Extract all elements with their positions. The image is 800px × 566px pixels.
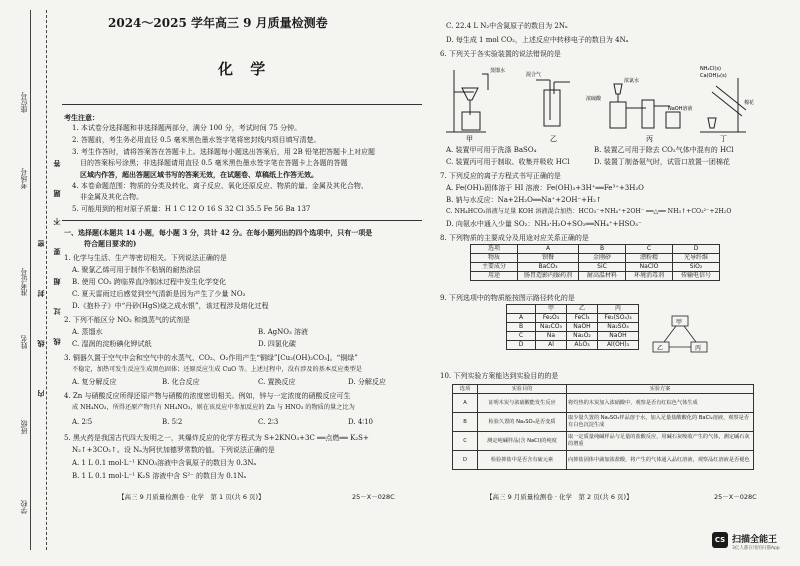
q9-cell: B bbox=[507, 323, 536, 332]
q4-stem: 4. Zn 与硝酸反应所得还原产物与硝酸的浓度密切相关。例如，锌与一定浓度的硝酸反应可生 bbox=[64, 392, 351, 400]
q1-opt-a: A. 聚氯乙烯可用于制作不粘锅的耐热涂层 bbox=[72, 266, 201, 274]
q5-opt-d: D. 每生成 1 mol CO₂，上述反应中转移电子的数目为 4Nₐ bbox=[446, 36, 629, 44]
q8-cell: D bbox=[673, 245, 720, 254]
q8-cell: BaCO₃ bbox=[518, 263, 579, 272]
q8-table bbox=[470, 244, 720, 281]
q2-opt-d: D. 四氯化碳 bbox=[258, 340, 296, 348]
q7-opt-a: A. Fe(OH)₃固体溶于 HI 溶液：Fe(OH)₃+3H⁺══Fe³⁺+3H₂O bbox=[446, 184, 644, 192]
q4-stem-b: 成 NH₄NO₃，所得还原产物只有 NH₄NO₃，则在该反应中参加反应的 Zn 与 HNO₃ 的物质的量之比为 bbox=[72, 404, 355, 411]
q7-opt-b: B. 钠与水反应：Na+2H₂O══Na⁺+2OH⁻+H₂↑ bbox=[446, 196, 602, 204]
q4-opt-c: C. 2∶3 bbox=[258, 418, 279, 426]
q1-opt-d: D.《抱朴子》中“丹砂(HgS)烧之成水银”，该过程涉及熔化过程 bbox=[72, 302, 269, 310]
q2-opt-a: A. 蒸馏水 bbox=[72, 328, 103, 336]
seal-char-3: 内 bbox=[37, 390, 45, 397]
inner-char-6: 线 bbox=[53, 338, 61, 345]
q9-cell: Na₂O₂ bbox=[567, 332, 598, 341]
q8-cell: 物质 bbox=[471, 254, 518, 263]
q10-cell: 检验久置的 Na₂SO₃是否变质 bbox=[478, 413, 567, 432]
q5-opt-c: C. 22.4 L N₂中含氮原子的数目为 2Nₐ bbox=[446, 22, 568, 30]
camscanner-watermark bbox=[710, 528, 798, 560]
tag-caoh2: Ca(OH)₂(s) bbox=[700, 73, 727, 79]
q6-apparatus-figure bbox=[446, 60, 762, 142]
q9-cell: Al₂O₃ bbox=[567, 341, 598, 350]
right-footer: 【高三 9 月质量检测卷 · 化学 第 2 页(共 6 页)】 bbox=[486, 493, 633, 501]
note-2: 2. 答题前，考生务必用直径 0.5 毫米黑色墨水签字笔将密封线内项目填写清楚。 bbox=[72, 136, 321, 144]
q8-cell: SiO₂ bbox=[673, 263, 720, 272]
test-tube-ding bbox=[716, 86, 746, 110]
note-4: 4. 本卷命题范围：物质的分类及转化、离子反应、氧化还原反应、物质的量、金属及其化合物、 bbox=[72, 182, 368, 190]
flask-bing bbox=[610, 102, 626, 128]
q5-opt-a: A. 1 L 0.1 mol·L⁻¹ KNO₃溶液中含氧原子的数目为 0.3Nₐ bbox=[72, 459, 257, 467]
subject-title: 化 学 bbox=[218, 60, 272, 78]
label-ding: 丁 bbox=[720, 135, 727, 142]
q10-cell: 取少量久置的 Na₂SO₃样品溶于水，加入足量盐酸酸化的 BaCl₂溶液，观察是否有白色沉淀生成 bbox=[567, 413, 754, 432]
q10-table bbox=[452, 384, 754, 470]
q5-opt-b: B. 1 L 0.1 mol·L⁻¹ K₂S 溶液中含 S²⁻ 的数目为 0.1Nₐ bbox=[72, 472, 247, 480]
q8-cell: 金刚砂 bbox=[579, 254, 626, 263]
q8-cell: 主要成分 bbox=[471, 263, 518, 272]
q3-stem-b: 不稳定，加热可发生反应生成黑色固体；还原反应生成 CuO 等。上述过程中，没有涉及的基本反应类型是 bbox=[72, 366, 362, 373]
q3-opt-b: B. 化合反应 bbox=[162, 378, 200, 386]
q5-stem-b: N₂↑+3CO₂↑。设 Nₐ为阿伏加德罗常数的值。下列说法正确的是 bbox=[72, 446, 275, 454]
q8-cell: 选项 bbox=[471, 245, 518, 254]
tag-nh4cl: NH₄Cl(s) bbox=[700, 66, 721, 72]
seal-char-0: 密 bbox=[37, 240, 45, 247]
inner-char-1: 题 bbox=[53, 190, 61, 197]
absorber-bing bbox=[666, 112, 680, 128]
q9-cell: Na bbox=[536, 332, 567, 341]
seal-char-1: 封 bbox=[37, 290, 45, 297]
q8-cell: 环境消毒剂 bbox=[626, 272, 673, 281]
q9-cell: 丙 bbox=[598, 305, 639, 314]
inner-char-3: 要 bbox=[53, 248, 61, 255]
node-bing: 丙 bbox=[695, 345, 702, 352]
table-row bbox=[507, 323, 639, 332]
q6-stem: 6. 下列关于各实验装置的说法错误的是 bbox=[440, 50, 561, 58]
q9-cell bbox=[507, 305, 536, 314]
seat-label: 座位号 bbox=[20, 92, 28, 113]
node-jia: 甲 bbox=[676, 319, 683, 326]
q8-cell: 用途 bbox=[471, 272, 518, 281]
q10-cell: 实验方案 bbox=[567, 385, 754, 394]
q9-row-header bbox=[507, 305, 639, 314]
q3-opt-a: A. 复分解反应 bbox=[72, 378, 117, 386]
table-row bbox=[453, 432, 754, 451]
q8-row-header bbox=[471, 245, 720, 254]
q10-row-header bbox=[453, 385, 754, 394]
left-footer-code: 25－X－028C bbox=[352, 493, 395, 501]
q2-stem: 2. 下列不能区分 NO₂ 和溴蒸气的试剂是 bbox=[64, 316, 191, 324]
funnel-jia bbox=[462, 88, 478, 100]
tag-cotton: 棉花 bbox=[744, 100, 755, 106]
q6-opt-b: B. 装置乙可用于除去 CO₂气体中混有的 HCl bbox=[594, 146, 734, 154]
q9-cell: Na₂CO₃ bbox=[536, 323, 567, 332]
label-bing: 丙 bbox=[646, 135, 653, 142]
tag-naoh: NaOH溶液 bbox=[668, 106, 693, 112]
q9-triangle-diagram bbox=[652, 314, 710, 354]
q9-cell: 乙 bbox=[567, 305, 598, 314]
table-row bbox=[453, 394, 754, 413]
tag-mixed-gas: 混合气 bbox=[526, 72, 542, 78]
q4-opt-b: B. 5∶2 bbox=[162, 418, 183, 426]
q8-cell: 漂粉精 bbox=[626, 254, 673, 263]
q10-cell: 实验目的 bbox=[478, 385, 567, 394]
camscanner-brand: 扫描全能王 bbox=[732, 535, 778, 545]
q10-cell: 检验抑盐中是否含有硫元素 bbox=[478, 451, 567, 470]
tag-conc-ammonia: 浓氯水 bbox=[624, 78, 640, 84]
q7-opt-d: D. 向氨水中通入少量 SO₂：NH₃·H₂O+SO₂══NH₄⁺+HSO₃⁻ bbox=[446, 220, 642, 228]
table-row bbox=[471, 272, 720, 281]
edge-jia-yi bbox=[664, 326, 676, 342]
q6-opt-a: A. 装置甲可用于洗涤 BaSO₄ bbox=[446, 146, 537, 154]
q8-cell: 肠胃造影内服药剂 bbox=[518, 272, 579, 281]
q8-cell: SiC bbox=[579, 263, 626, 272]
exam-title: 2024～2025 学年高三 9 月质量检测卷 bbox=[108, 16, 328, 30]
dropping-funnel-bing bbox=[614, 84, 622, 94]
q3-opt-d: D. 分解反应 bbox=[348, 378, 386, 386]
q7-opt-c: C. NH₄HCO₃溶液与足量 KOH 溶液混合加热：HCO₃⁻+NH₄⁺+2OH⁻ ══△══ NH₃↑+CO₃²⁻+2H₂O bbox=[446, 208, 732, 215]
binding-line-inner bbox=[46, 10, 47, 550]
note-1: 1. 本试卷分选择题和非选择题两部分，满分 100 分，考试时间 75 分钟。 bbox=[72, 124, 302, 132]
table-row bbox=[453, 413, 754, 432]
q8-cell: 传输电信号 bbox=[673, 272, 720, 281]
note-5: 5. 可能用到的相对原子质量：H 1 C 12 O 16 S 32 Cl 35.5 Fe 56 Ba 137 bbox=[72, 205, 311, 213]
binding-strip bbox=[0, 0, 60, 566]
note-3: 3. 考生作答时，请将答案答在答题卡上。选择题每小题选出答案后，用 2B 铅笔把答题卡上对应题 bbox=[72, 148, 375, 156]
inner-char-0: 答 bbox=[53, 160, 61, 167]
q8-cell: NaClO bbox=[626, 263, 673, 272]
q8-stem: 8. 下列物质的主要成分及用途对应关系正确的是 bbox=[440, 234, 589, 242]
q9-cell: Fe₂(SO₄)₃ bbox=[598, 314, 639, 323]
q3-stem: 3. 铜器久置于空气中会和空气中的水蒸气、CO₂、O₂作用产生“铜绿”[Cu₂(OH)₂CO₃]。“铜绿” bbox=[64, 354, 358, 362]
camscanner-subtitle: 3亿人都在用的扫描App bbox=[732, 546, 780, 551]
right-footer-code: 25－X－028C bbox=[714, 493, 757, 501]
q6-opt-c: C. 装置丙可用于制取、收集并吸收 HCl bbox=[446, 158, 570, 166]
bottle-yi bbox=[544, 90, 560, 126]
q8-cell: A bbox=[518, 245, 579, 254]
table-row bbox=[507, 341, 639, 350]
q8-cell: 光导纤维 bbox=[673, 254, 720, 263]
inner-char-4: 超 bbox=[53, 278, 61, 285]
q10-cell: A bbox=[453, 394, 478, 413]
school-label: 学校 bbox=[20, 500, 28, 514]
q9-table bbox=[506, 304, 639, 350]
seal-char-2: 线 bbox=[37, 340, 45, 347]
q8-cell: B bbox=[579, 245, 626, 254]
table-row bbox=[453, 451, 754, 470]
q5-stem: 5. 黑火药是我国古代四大发明之一，其爆炸反应的化学方程式为 S+2KNO₃+3C ══点燃══ K₂S+ bbox=[64, 434, 369, 442]
notes-top-rule bbox=[62, 104, 422, 105]
q1-stem: 1. 化学与生活、生产等密切相关。下列说法正确的是 bbox=[64, 254, 227, 262]
q9-cell: A bbox=[507, 314, 536, 323]
collector-bing bbox=[642, 100, 654, 128]
table-row bbox=[507, 314, 639, 323]
q10-cell: C bbox=[453, 432, 478, 451]
tag-distilled-water: 蒸馏水 bbox=[490, 68, 506, 74]
q10-cell: B bbox=[453, 413, 478, 432]
beaker-jia bbox=[462, 112, 480, 130]
q9-cell: 甲 bbox=[536, 305, 567, 314]
q7-stem: 7. 下列反应的离子方程式书写正确的是 bbox=[440, 172, 561, 180]
q8-cell: C bbox=[626, 245, 673, 254]
q9-stem: 9. 下列选项中的物质能按图示路径转化的是 bbox=[440, 294, 575, 302]
q10-cell: 取一定质量纯碱样品与足量的盐酸反应，用碱石灰吸收产生的气体，测定碱石灰的增重 bbox=[567, 432, 754, 451]
q4-opt-a: A. 2∶5 bbox=[72, 418, 93, 426]
inner-char-5: 过 bbox=[53, 308, 61, 315]
q10-cell: 测定纯碱样品(含 NaCl)的纯度 bbox=[478, 432, 567, 451]
q10-cell: 证明木炭与浓硝酸能发生反应 bbox=[478, 394, 567, 413]
note-3c: 区域内作答，超出答题区域书写的答案无效，在试题卷、草稿纸上作答无效。 bbox=[80, 170, 318, 179]
q10-stem: 10. 下列实验方案能达到实验目的的是 bbox=[440, 372, 559, 380]
lamp-ding bbox=[708, 118, 716, 128]
q1-opt-b: B. 使用 CO₂ 跨临界直冷制冰过程中发生化学变化 bbox=[72, 278, 226, 286]
q3-opt-c: C. 置换反应 bbox=[258, 378, 296, 386]
node-yi: 乙 bbox=[657, 345, 664, 352]
binding-line-outer bbox=[30, 10, 31, 550]
exam-no-label: 考场号 bbox=[20, 168, 28, 189]
notes-bottom-rule bbox=[62, 220, 422, 221]
q9-cell: Fe₂O₃ bbox=[536, 314, 567, 323]
q9-cell: NaOH bbox=[567, 323, 598, 332]
table-row bbox=[507, 332, 639, 341]
q10-cell: 选项 bbox=[453, 385, 478, 394]
q9-cell: Al bbox=[536, 341, 567, 350]
q8-cell: 耐高温材料 bbox=[579, 272, 626, 281]
q10-cell: 向抑盐固体中滴加浓盐酸，将产生的气体通入品红溶液，观察品红溶液是否褪色 bbox=[567, 451, 754, 470]
class-label: 班级 bbox=[20, 420, 28, 434]
q1-opt-c: C. 夏天雷雨过后感觉到空气清新是因为产生了少量 NO₂ bbox=[72, 290, 246, 298]
q2-opt-c: C. 湿润的淀粉碘化钾试纸 bbox=[72, 340, 152, 348]
section-1-heading: 一、选择题(本题共 14 小题，每小题 3 分，共计 42 分。在每小题列出的四个选项中，只有一项是 bbox=[64, 228, 373, 237]
wash-bottle-jia bbox=[482, 74, 488, 90]
q10-cell: 将灼热的木炭加入浓硝酸中，观察是否有红棕色气体生成 bbox=[567, 394, 754, 413]
id-label: 准考证号 bbox=[20, 268, 28, 296]
section-1-heading-b: 符合题目要求的) bbox=[84, 239, 137, 248]
q6-opt-d: D. 装置丁制备氨气时，试管口放置一团棉花 bbox=[594, 158, 730, 166]
label-yi: 乙 bbox=[550, 135, 557, 142]
q9-cell: C bbox=[507, 332, 536, 341]
edge-jia-bing bbox=[684, 326, 696, 342]
left-footer: 【高三 9 月质量检测卷 · 化学 第 1 页(共 6 页)】 bbox=[118, 493, 265, 501]
table-row bbox=[471, 254, 720, 263]
name-label: 姓名 bbox=[20, 335, 28, 349]
q9-cell: NaOH bbox=[598, 332, 639, 341]
q9-cell: Al(OH)₃ bbox=[598, 341, 639, 350]
label-jia: 甲 bbox=[466, 135, 473, 142]
q9-cell: FeCl₃ bbox=[567, 314, 598, 323]
table-row bbox=[471, 263, 720, 272]
note-3b: 目的答案标号涂黑；非选择题请用直径 0.5 毫米黑色墨水签字笔在答题卡上各题的答题 bbox=[80, 159, 348, 167]
camscanner-logo-icon: CS bbox=[712, 532, 728, 548]
tag-conc-sulfuric: 浓硫酸 bbox=[586, 96, 602, 102]
notes-title: 考生注意： bbox=[64, 113, 99, 122]
q4-opt-d: D. 4∶10 bbox=[348, 418, 373, 426]
q2-opt-b: B. AgNO₃ 溶液 bbox=[258, 328, 309, 336]
q8-cell: 钡餐 bbox=[518, 254, 579, 263]
q10-cell: D bbox=[453, 451, 478, 470]
q9-cell: Na₂SO₄ bbox=[598, 323, 639, 332]
note-4b: 非金属及其化合物。 bbox=[80, 193, 143, 201]
inner-char-2: 不 bbox=[53, 218, 61, 225]
q9-cell: D bbox=[507, 341, 536, 350]
